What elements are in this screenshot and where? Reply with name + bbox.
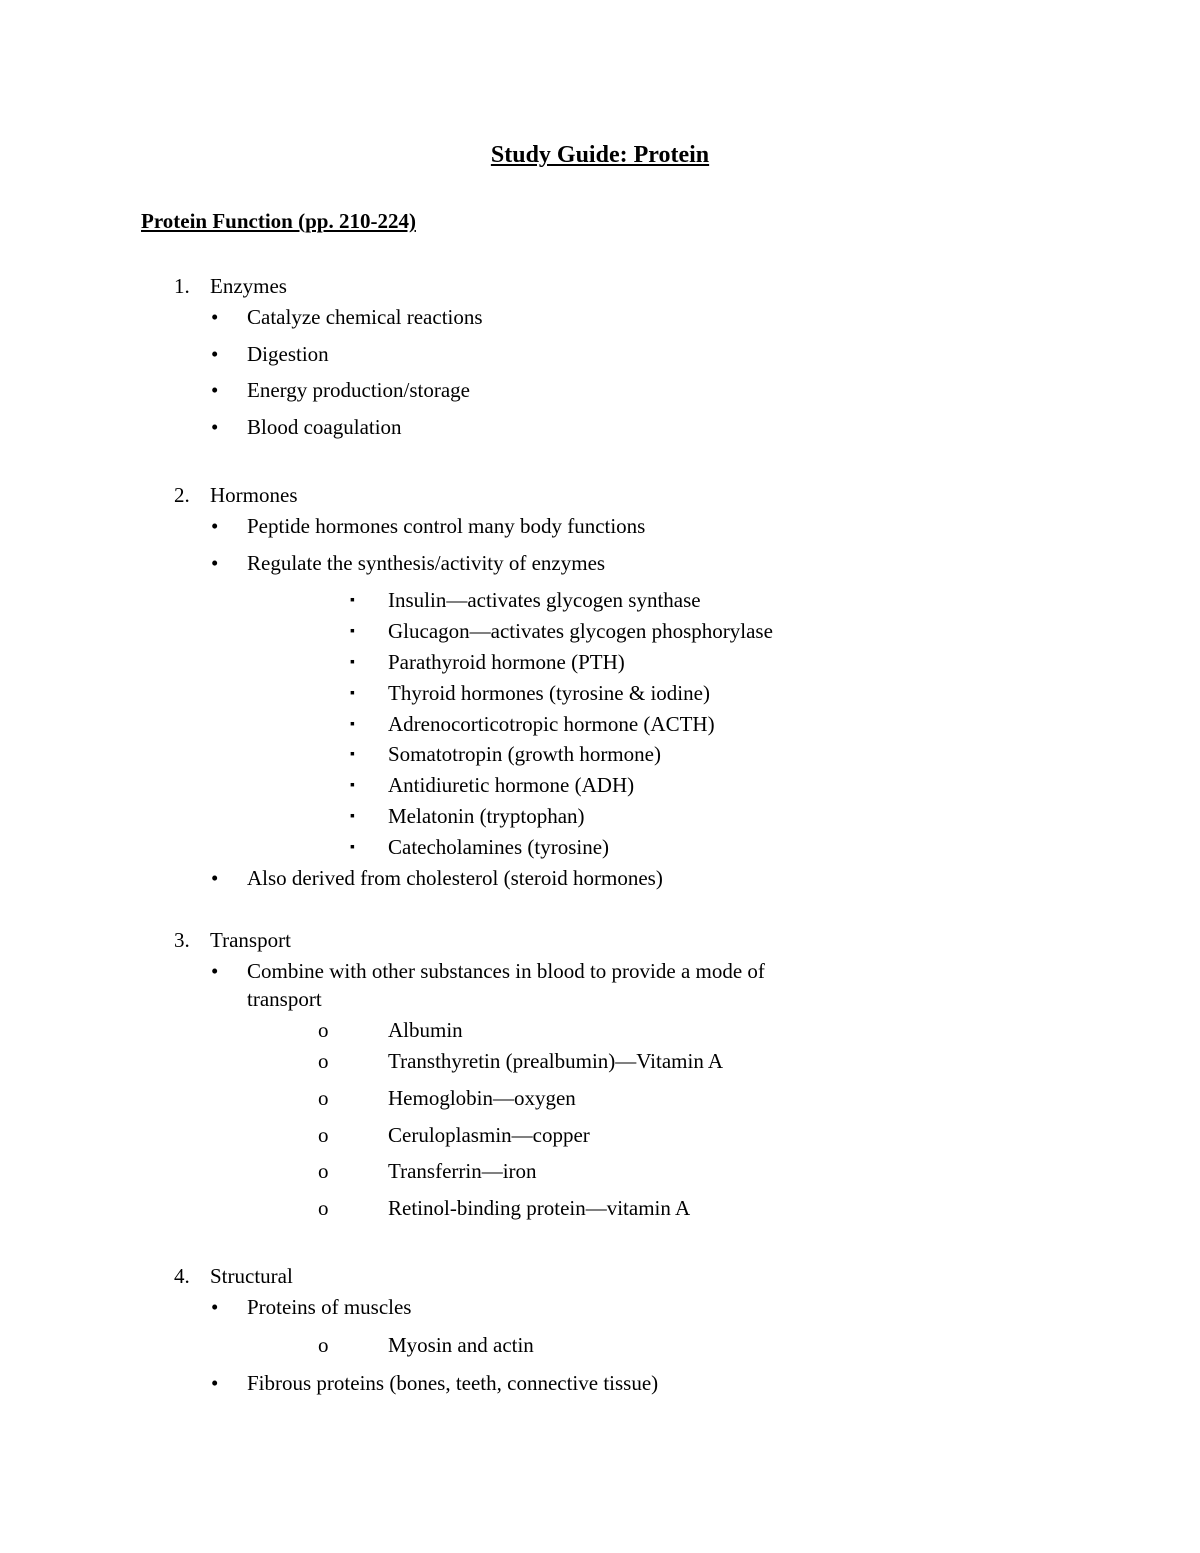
list-item: Blood coagulation bbox=[247, 415, 402, 439]
sub-list-item: Myosin and actin bbox=[388, 1333, 534, 1357]
circle-bullet-icon: o bbox=[318, 1196, 329, 1220]
bullet-icon: • bbox=[211, 551, 219, 575]
bullet-icon: • bbox=[211, 514, 219, 538]
bullet-icon: • bbox=[211, 959, 219, 983]
section-label: Hormones bbox=[210, 483, 298, 507]
list-number: 3. bbox=[174, 928, 190, 952]
square-bullet-icon: ▪ bbox=[350, 655, 355, 670]
sub-list-item: Catecholamines (tyrosine) bbox=[388, 835, 610, 859]
list-number: 2. bbox=[174, 483, 190, 507]
sub-list-item: Albumin bbox=[388, 1018, 463, 1042]
sub-list-item: Transferrin—iron bbox=[388, 1159, 537, 1183]
bullet-icon: • bbox=[211, 866, 219, 890]
square-bullet-icon: ▪ bbox=[350, 840, 355, 855]
circle-bullet-icon: o bbox=[318, 1159, 329, 1183]
list-item: Peptide hormones control many body functions bbox=[247, 514, 646, 538]
list-item-continuation: transport bbox=[247, 987, 322, 1011]
list-item: Proteins of muscles bbox=[247, 1295, 412, 1319]
bullet-icon: • bbox=[211, 1371, 219, 1395]
circle-bullet-icon: o bbox=[318, 1086, 329, 1110]
section-label: Structural bbox=[210, 1264, 293, 1288]
bullet-icon: • bbox=[211, 305, 219, 329]
sub-list-item: Insulin—activates glycogen synthase bbox=[388, 588, 701, 612]
list-item: Catalyze chemical reactions bbox=[247, 305, 483, 329]
sub-list-item: Transthyretin (prealbumin)—Vitamin A bbox=[388, 1049, 724, 1073]
list-item: Also derived from cholesterol (steroid hormones) bbox=[247, 866, 663, 890]
list-item: Energy production/storage bbox=[247, 378, 470, 402]
list-item: Fibrous proteins (bones, teeth, connective tissue) bbox=[247, 1371, 659, 1395]
square-bullet-icon: ▪ bbox=[350, 747, 355, 762]
square-bullet-icon: ▪ bbox=[350, 717, 355, 732]
sub-list-item: Parathyroid hormone (PTH) bbox=[388, 650, 625, 674]
sub-list-item: Thyroid hormones (tyrosine & iodine) bbox=[388, 681, 710, 705]
list-item: Regulate the synthesis/activity of enzymes bbox=[247, 551, 606, 575]
sub-list-item: Ceruloplasmin—copper bbox=[388, 1123, 590, 1147]
sub-list-item: Somatotropin (growth hormone) bbox=[388, 742, 661, 766]
sub-list-item: Antidiuretic hormone (ADH) bbox=[388, 773, 635, 797]
section-label: Enzymes bbox=[210, 274, 287, 298]
section-label: Transport bbox=[210, 928, 291, 952]
circle-bullet-icon: o bbox=[318, 1018, 329, 1042]
list-number: 1. bbox=[174, 274, 190, 298]
square-bullet-icon: ▪ bbox=[350, 593, 355, 608]
sub-list-item: Melatonin (tryptophan) bbox=[388, 804, 585, 828]
sub-list-item: Retinol-binding protein—vitamin A bbox=[388, 1196, 691, 1220]
square-bullet-icon: ▪ bbox=[350, 778, 355, 793]
circle-bullet-icon: o bbox=[318, 1123, 329, 1147]
list-item: Digestion bbox=[247, 342, 329, 366]
bullet-icon: • bbox=[211, 1295, 219, 1319]
circle-bullet-icon: o bbox=[318, 1049, 329, 1073]
section-heading: Protein Function (pp. 210-224) bbox=[141, 209, 416, 233]
bullet-icon: • bbox=[211, 378, 219, 402]
sub-list-item: Glucagon—activates glycogen phosphorylase bbox=[388, 619, 773, 643]
square-bullet-icon: ▪ bbox=[350, 809, 355, 824]
page-title: Study Guide: Protein bbox=[490, 142, 710, 168]
sub-list-item: Hemoglobin—oxygen bbox=[388, 1086, 576, 1110]
sub-list-item: Adrenocorticotropic hormone (ACTH) bbox=[388, 712, 715, 736]
bullet-icon: • bbox=[211, 342, 219, 366]
list-item: Combine with other substances in blood to provide a mode of bbox=[247, 959, 765, 983]
bullet-icon: • bbox=[211, 415, 219, 439]
square-bullet-icon: ▪ bbox=[350, 624, 355, 639]
circle-bullet-icon: o bbox=[318, 1333, 329, 1357]
square-bullet-icon: ▪ bbox=[350, 686, 355, 701]
list-number: 4. bbox=[174, 1264, 190, 1288]
